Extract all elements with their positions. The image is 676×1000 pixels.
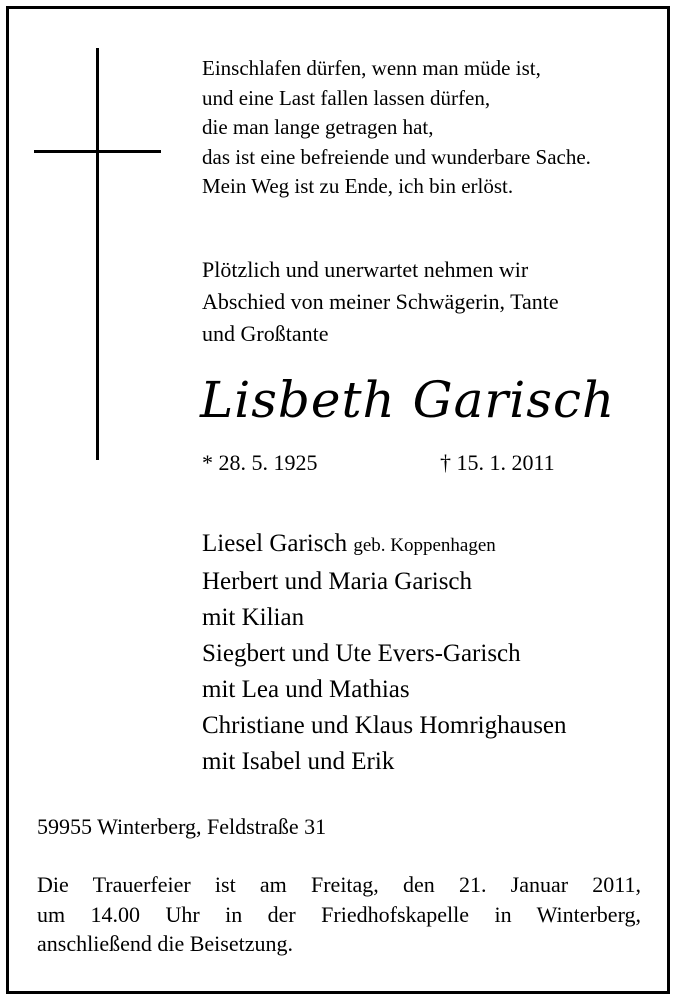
family-member-children: mit Kilian bbox=[202, 604, 305, 631]
birth-date: * 28. 5. 1925 bbox=[202, 450, 318, 475]
family-member bbox=[202, 526, 662, 564]
funeral-service-info bbox=[37, 870, 641, 959]
poem bbox=[202, 54, 662, 202]
intro-line: Abschied von meiner Schwägerin, Tante bbox=[202, 289, 559, 314]
intro-text bbox=[202, 254, 662, 350]
service-line: anschließend die Beisetzung. bbox=[37, 931, 293, 956]
family-member: Siegbert und Ute Evers-Garisch bbox=[202, 640, 521, 667]
service-line: Die Trauerfeier ist am Freitag, den 21. Januar 2011, bbox=[37, 872, 641, 897]
service-line: um 14.00 Uhr in der Friedhofskapelle in Winterberg, bbox=[37, 901, 641, 927]
deceased-name: Lisbeth Garisch bbox=[200, 371, 616, 429]
family-member-name: Liesel Garisch bbox=[202, 530, 348, 557]
cross-icon-vertical bbox=[96, 48, 99, 460]
cross-icon-horizontal bbox=[34, 150, 161, 153]
address: 59955 Winterberg, Feldstraße 31 bbox=[37, 814, 327, 839]
poem-line: und eine Last fallen lassen dürfen, bbox=[202, 85, 491, 110]
poem-line: die man lange getragen hat, bbox=[202, 115, 434, 139]
family-list bbox=[202, 526, 662, 780]
intro-line: und Großtante bbox=[202, 321, 329, 346]
intro-line: Plötzlich und unerwartet nehmen wir bbox=[202, 257, 529, 282]
poem-line: das ist eine befreiende und wunderbare Sache. bbox=[202, 144, 591, 169]
family-member: Christiane und Klaus Homrighausen bbox=[202, 712, 567, 739]
maiden-name-note: geb. Koppenhagen bbox=[353, 535, 496, 556]
poem-line: Einschlafen dürfen, wenn man müde ist, bbox=[202, 56, 541, 80]
poem-line: Mein Weg ist zu Ende, ich bin erlöst. bbox=[202, 174, 514, 198]
death-date: † 15. 1. 2011 bbox=[440, 450, 555, 475]
family-member: Herbert und Maria Garisch bbox=[202, 568, 473, 595]
family-member-children: mit Lea und Mathias bbox=[202, 676, 410, 703]
family-member-children: mit Isabel und Erik bbox=[202, 748, 395, 775]
